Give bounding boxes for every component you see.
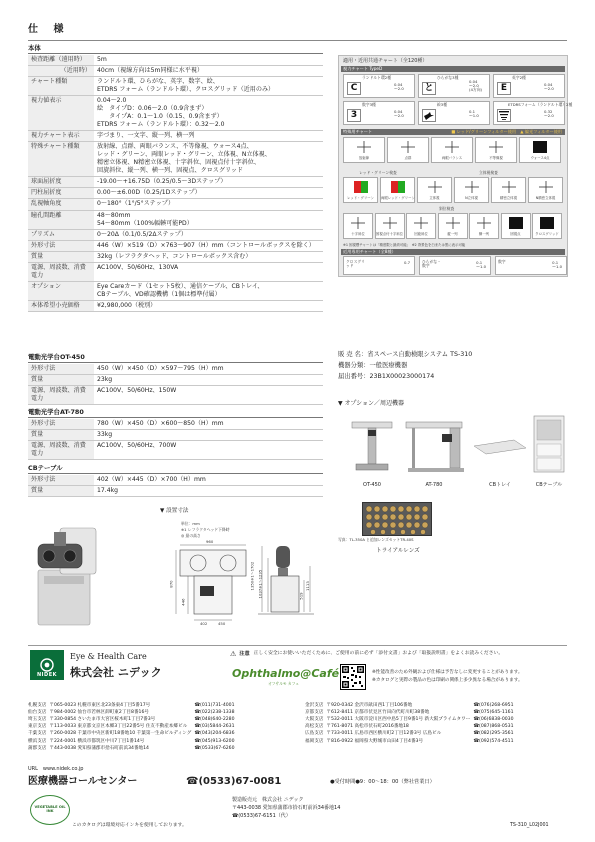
chart-thumbnail-icon [502,181,516,193]
spec-value: 450（W）×450（D）×597～795（H）mm [94,364,323,375]
nidek-logo: NIDEK [30,650,64,680]
chart-thumbnail-icon [477,217,491,229]
call-center-hours: ●受付時間●9：00～18：00（弊社営業日） [330,779,435,785]
branch-row [28,716,238,723]
near-row [343,256,567,276]
maker-line-1: 製造販売元 株式会社 ニデック [232,797,304,803]
branch-addr: 〒330-0854 さいたま市大宮区桜木町1丁目7番3号 [49,717,156,723]
at780-table-image [406,422,464,472]
dim-446: 446 [180,598,186,606]
etdrs-chart-icon [497,109,511,122]
dim-depth-870: 870 [168,580,174,588]
spec-row [28,177,323,188]
spec-row [28,210,323,229]
special-row-1 [343,137,567,169]
disclaimer-1: ※性能改善のため外観および仕様は予告なしに変更することがあります。 [372,670,523,675]
company-name: 株式会社 ニデック [70,666,162,679]
dim-1113: 1113 [304,581,310,591]
branch-name: 京都支店 [305,710,324,716]
near-chart-3: 数字 0.1 ～1.0 [495,256,567,275]
spec-label: 電源、周波数、消費電力 [28,262,94,281]
ot450-spec-table [28,364,323,405]
special-chart-5: ウォース4点 [519,137,561,163]
special-chart-1: 放射線 [343,137,385,163]
spec-row [28,240,323,251]
branch-addr: 〒761-8071 高松市伏石町2016番地18 [326,724,409,730]
spec-row [28,375,323,386]
acuity-band: 視力チャート TypeD [341,66,565,72]
spec-row [28,96,323,131]
dim-width-960: 960 [206,539,214,544]
spec-label: 外形寸法 [28,419,94,430]
spec-value: 0.00～±6.00D（0.25/1Dステップ） [94,188,323,199]
footer-rule [28,645,567,646]
spec-row [28,300,323,311]
chart-thumbnail-icon [354,181,368,193]
spec-row [28,55,323,66]
spec-value: 0～180°（1°/5°ステップ） [94,199,323,210]
special-row-3 [343,213,567,241]
cb-tray-image [474,440,526,454]
rg-header: レッド・グリーン検査 [359,170,397,175]
spec-row [28,386,323,405]
spec-label: 視力チャート表示 [28,131,94,142]
title-rule [28,40,567,41]
equip-label-at780: AT-780 [425,482,443,488]
chart-thumbnail-icon [401,141,415,153]
spec-value: Eye Careカード（1セット5枚）、通信ケーブル、CBトレイ、 CBテーブル、VD確認機構（1個は標準付属） [94,281,323,300]
branch-addr: 〒224-0001 横浜市都筑区中川7丁目1番14号 [49,738,145,744]
brand-tagline: Eye & Health Care [70,652,147,661]
spec-row [28,131,323,142]
main-spec-section [28,44,323,312]
english-glyph: E [497,82,511,95]
branch-tel[interactable]: ☎(022)238-1338 [194,710,235,716]
spec-label: 外形寸法 [28,240,94,251]
spec-row [28,364,323,375]
branch-addr: 〒443-0038 愛知県蒲郡市拾石町前浜34番地14 [49,745,149,751]
chart-number: 数字3種 3 0.04 ～2.0 [343,101,415,125]
spec-label: プリズム [28,229,94,240]
spec-row [28,199,323,210]
phoria-chart-3: 回旋斜位 [406,213,436,239]
maker-line-2: 〒443-0038 愛知県蒲郡市拾石町前浜34番地14 [232,805,341,811]
spec-value: 放射線、点群、両眼バランス、不等像視、ウォース4点、 レッド・グリーン、両眼レッド・グリーン、立体視、N立体視、 精密立体視、N精密立体視、十字斜位、固視点付十字斜位、 回旋斜位、縦一列、横一列、固視点、クロスグリッド [94,142,323,177]
spec-value: 字づまり、一文字、縦一列、横一列 [94,131,323,142]
catalog-code: TS-310_L02J001 [510,823,549,828]
branch-tel[interactable]: ☎(043)204-6836 [194,731,235,737]
spec-value: ランドルト環、ひらがな、英字、数字、絵、 ETDRS フォーム（ランドルト環）、クロスグリッド（近用のみ） [94,77,323,96]
spec-row [28,441,323,460]
bird-icon [422,109,436,122]
spec-label: 球面屈折度 [28,177,94,188]
chart-thumbnail-icon [509,217,523,229]
spec-label: チャート種類 [28,77,94,96]
spec-row [28,77,323,96]
branch-row [28,702,238,709]
ophthalmo-cafe-sub: オフサルモ カフェ [268,681,300,686]
trial-lens-label: トライアルレンズ [376,548,420,554]
warning-icon: ⚠ [230,650,237,658]
spec-label: 特殊チャート種類 [28,142,94,177]
branch-row [28,709,238,716]
branch-list-right [305,702,517,745]
chart-thumbnail-icon [428,181,442,193]
lens-photo-caption: 写真：TL-350A と追加レンズセットTR-40S [338,537,414,542]
dim-519: 519 [298,592,304,600]
spec-label: 質量 [28,375,94,386]
branch-tel[interactable]: ☎(03)5844-2631 [194,724,235,730]
phoria-chart-6: 固視点 [501,213,531,239]
branch-tel[interactable]: ☎(076)268-6951 [473,703,514,708]
branch-tel[interactable]: ☎(092)574-4511 [473,738,514,744]
chart-panel-title: 適用・近用共通チャート（全120種） [343,58,428,64]
spec-value: 0～20Δ（0.1/0.5/2Δステップ） [94,229,323,240]
branch-addr: 〒532-0011 大阪市淀川区西中島5丁目9番1号 新大阪プライムタワー [326,717,471,723]
section-heading: 電動光学台OT-450 [28,353,85,361]
call-center-label: 医療機器コールセンター [28,776,138,787]
phoria-header: 斜位検査 [439,206,455,211]
device-class-line: 機器分類：一般医療機器 [338,362,408,369]
spec-value: 23kg [94,375,323,386]
spec-row [28,419,323,430]
branch-row [28,745,238,752]
install-title: ▼ 設置寸法 [160,508,189,514]
dim-1350: 1350※1～1702 [249,561,255,591]
spec-label: 視力値表示 [28,96,94,131]
phoria-chart-2: 固視点付十字斜位 [375,213,405,239]
branch-name: 仙台支店 [28,710,47,716]
at780-spec-table [28,419,323,460]
branch-name: 千葉支店 [28,731,47,737]
trial-lens-image [362,502,432,536]
spec-row [28,281,323,300]
chart-thumbnail-icon [539,181,553,193]
options-header: ▼ オプション／周辺機器 [338,400,404,407]
branch-name: 高松支店 [305,724,324,730]
spec-value: 17.4kg [94,486,323,497]
product-name-line: 販 売 名：省スペース自動検眼システム TS-310 [338,351,473,358]
spec-row [28,251,323,262]
section-heading: 本体 [28,44,41,52]
spec-row [28,486,323,497]
branch-list-left [28,702,238,752]
branch-tel[interactable]: ☎(06)6838-0030 [473,717,514,723]
spec-value: AC100V、50/60Hz、150W [94,386,323,405]
rg-stereo-chart-3: 立体視 [417,177,452,203]
install-dimension-diagram [158,540,328,632]
branch-addr: 〒065-0023 札幌市東区北23条東4丁目5番17号 [49,703,151,708]
phoria-chart-7: クロスグリッド [532,213,562,239]
spec-row [28,142,323,177]
branch-addr: 〒612-8411 京都市伏見区竹田向代町川町38番地 [326,710,430,716]
ot450-section [28,353,323,405]
install-note-2: ◎ 最の高さ [181,533,201,538]
special-chart-4: 不等像視 [475,137,517,163]
chart-thumbnail-icon [533,141,547,153]
spec-label: 外形寸法 [28,364,94,375]
install-note-1: ※1 レフラクタヘッド下降時 [181,527,230,532]
spec-label: 外形寸法 [28,475,94,486]
rg-stereo-chart-4: N立体視 [454,177,489,203]
special-chart-3: 両眼バランス [431,137,473,163]
spec-row [28,229,323,240]
rg-stereo-chart-6: N精密立体視 [528,177,563,203]
eco-note: このカタログは環境対応インキを使用しております。 [72,823,187,828]
phoria-chart-1: 十字斜位 [343,213,373,239]
spec-row [28,66,323,77]
website-url[interactable]: URL www.nidek.co.jp [28,766,84,772]
chart-thumbnail-icon [414,217,428,229]
branch-row [28,723,238,730]
registration-number-line: 届出番号：23B1X00023000174 [338,373,435,380]
branch-row [305,730,517,737]
spec-row [28,188,323,199]
spec-label: 乱視軸角度 [28,199,94,210]
near-chart-2: ひらがな・数字 0.1 ～1.0 [419,256,491,275]
maker-line-3: ☎(0533)67-6151（代） [232,813,291,819]
branch-name: 蒲郡支店 [28,745,47,751]
branch-row [305,709,517,716]
branch-name: 広島支店 [305,731,324,737]
section-heading: CBテーブル [28,464,63,472]
branch-tel[interactable]: ☎(011)731-4001 [194,703,235,708]
number-glyph: 3 [347,109,361,122]
spec-value: 33kg [94,430,323,441]
branch-addr: 〒920-0342 金沢市畝田西1丁目106番地 [326,703,413,708]
branch-addr: 〒984-0002 仙台市若林区卸町東2丁目8番16号 [49,710,149,716]
main-spec-table [28,55,323,312]
spec-row [28,430,323,441]
branch-addr: 〒816-0922 福岡県大野城市山田4丁目4番3号 [326,738,424,744]
chart-thumbnail-icon [540,217,554,229]
branch-row [305,723,517,730]
spec-row [28,475,323,486]
spec-value: 32kg（レフラクタヘッド、コントロールボックス含む） [94,251,323,262]
chart-thumbnail-icon [446,217,460,229]
phoria-chart-4: 縦一列 [438,213,468,239]
spec-label: 質量 [28,251,94,262]
branch-row [305,738,517,745]
ot450-table-image [352,422,392,470]
phoria-chart-5: 横一列 [469,213,499,239]
dim-402: 402 [200,621,208,626]
spec-value: ¥2,980,000（税別） [94,300,323,311]
chart-etdrs: ETDRSフォーム（ランドルト環）2種 0.32 ～2.0 [493,101,565,125]
branch-tel[interactable]: ☎(048)640-2280 [194,717,235,723]
spec-label: 検査距離（遠用時） [28,55,94,66]
branch-tel[interactable]: ☎(082)295-3561 [473,731,514,737]
branch-name: 金沢支店 [305,703,324,708]
chart-thumbnail-icon [489,141,503,153]
near-chart-1: クロスグリッド 0.7 [343,256,415,275]
chart-footnote: ※1 固視標チャートは「精度限と最終可能」 ※2 背景色を白または黒に表示可能 [343,243,466,247]
spec-value: 780（W）×450（D）×600～850（H）mm [94,419,323,430]
spec-value: 402（W）×445（D）×700（H）mm [94,475,323,486]
rg-stereo-chart-2: 両眼レッド・グリーン [380,177,415,203]
equip-label-cb-table: CBテーブル [535,482,563,488]
branch-tel[interactable]: ☎(0533)67-6260 [194,745,235,751]
branch-addr: 〒733-0011 広島市西区横川町2丁目12番3号 広島ビル [326,731,442,737]
branch-addr: 〒260-0028 千葉市中央区新町18番地10 千葉第一生命ビルディング [49,731,192,737]
spec-label: オプション [28,281,94,300]
cb-spec-table [28,475,323,497]
branch-row [305,716,517,723]
call-center-tel[interactable]: ☎(0533)67-0081 [186,776,282,787]
equip-label-ot450: OT-450 [363,482,381,488]
chart-thumbnail-icon [357,141,371,153]
rg-stereo-chart-5: 精密立体視 [491,177,526,203]
chart-thumbnail-icon [383,217,397,229]
branch-tel[interactable]: ☎(045)913-6200 [194,738,235,744]
spec-value: AC100V、50/60Hz、700W [94,441,323,460]
branch-tel[interactable]: ☎(087)868-0531 [473,724,514,730]
branch-addr: 〒113-0033 東京都文京区本郷3丁目22番5号 住友不動産本郷ビル [49,724,188,730]
special-row-2 [343,177,567,205]
install-unit: 単位：mm [181,521,200,526]
spec-value: 0.04～2.0 絵 タイプD：0.06～2.0（0.9含まず） タイプA：0.1～1.0（0.15、0.9含まず） ETDRS フォーム（ランドルト環）：0.32～2.0 [94,96,323,131]
spec-value: 446（W）×519（D）×763～907（H）mm（コントロールボックスを除く） [94,240,323,251]
chart-thumbnail-icon [351,217,365,229]
spec-label: 本体希望小売価格 [28,300,94,311]
branch-row [305,702,517,709]
dim-450: 450 [218,621,226,626]
vegetable-oil-ink-logo: VEGETABLE OIL INK [30,795,70,825]
dim-1037: 1037※1～1235 [257,569,263,599]
spec-row [28,262,323,281]
chart-thumbnail-icon [465,181,479,193]
branch-row [28,738,238,745]
spec-value: -19.00～+16.75D（0.25/0.5～3Dステップ） [94,177,323,188]
page-title: 仕 様 [28,24,70,35]
cb-table-section [28,464,323,497]
qr-code[interactable] [340,664,366,690]
spec-value: 40cm（視線方向は5m同様に水平視） [94,66,323,77]
branch-row [28,730,238,737]
cb-table-image [534,416,564,472]
spec-label: （近用時） [28,66,94,77]
section-heading: 電動光学台AT-780 [28,408,84,416]
chart-thumbnail-icon [445,141,459,153]
spec-label: 円柱屈折度 [28,188,94,199]
branch-tel[interactable]: ☎(075)645-1161 [473,710,514,716]
branch-name: 埼玉支店 [28,717,47,723]
equip-label-cb-tray: CBトレイ [489,482,511,488]
disclaimer-2: ※カタログと実際の製品の色は印刷の関係上多少異なる場合があります。 [372,678,523,683]
spec-label: 電源、周波数、消費電力 [28,386,94,405]
chart-hiragana: ひらがな3種 と 0.04 ～2.0 (4方向) [418,74,490,98]
chart-landolt: ランドルト環2種 C 0.04 ～2.0 [343,74,415,98]
chart-picture: 絵3種 0.1 ～1.0 [418,101,490,125]
at780-section [28,408,323,460]
special-chart-2: 点群 [387,137,429,163]
spec-value: AC100V、50/60Hz、130VA [94,262,323,281]
spec-value: 48～80mm 54～80mm（100%輻輳可能PD） [94,210,323,229]
branch-name: 横浜支店 [28,738,47,744]
equipment-row [338,412,568,492]
near-band: 近用専用チャート（全8種） [341,249,565,255]
hiragana-glyph: と [422,82,436,95]
rg-stereo-chart-1: レッド・グリーン [343,177,378,203]
landolt-glyph: C [347,82,361,95]
special-band: 特殊用チャート ■ レッド/グリーンフィルター使用 ▲ 偏光フィルター使用 [341,129,565,135]
spec-label: 電源、周波数、消費電力 [28,441,94,460]
chart-english: 英字2種 E 0.04 ～2.0 [493,74,565,98]
spec-value: 5m [94,55,323,66]
product-photo [30,510,110,628]
spec-label: 質量 [28,486,94,497]
stereo-header: 立体視検査 [479,170,498,175]
branch-name: 大阪支店 [305,717,324,723]
caution-notice: ⚠ 注意 正しく安全にお使いいただくために、ご使用の前に必ず「添付文書」および「取扱説明書」をよくお読みください。 [230,650,504,658]
branch-name: 福岡支店 [305,738,324,744]
chart-panel [338,55,573,277]
spec-label: 瞳孔間距離 [28,210,94,229]
branch-name: 札幌支店 [28,703,47,708]
branch-name: 東京支店 [28,724,47,730]
ophthalmo-cafe-logo: Ophthalmo@Café [232,667,340,680]
spec-label: 質量 [28,430,94,441]
chart-thumbnail-icon [391,181,405,193]
